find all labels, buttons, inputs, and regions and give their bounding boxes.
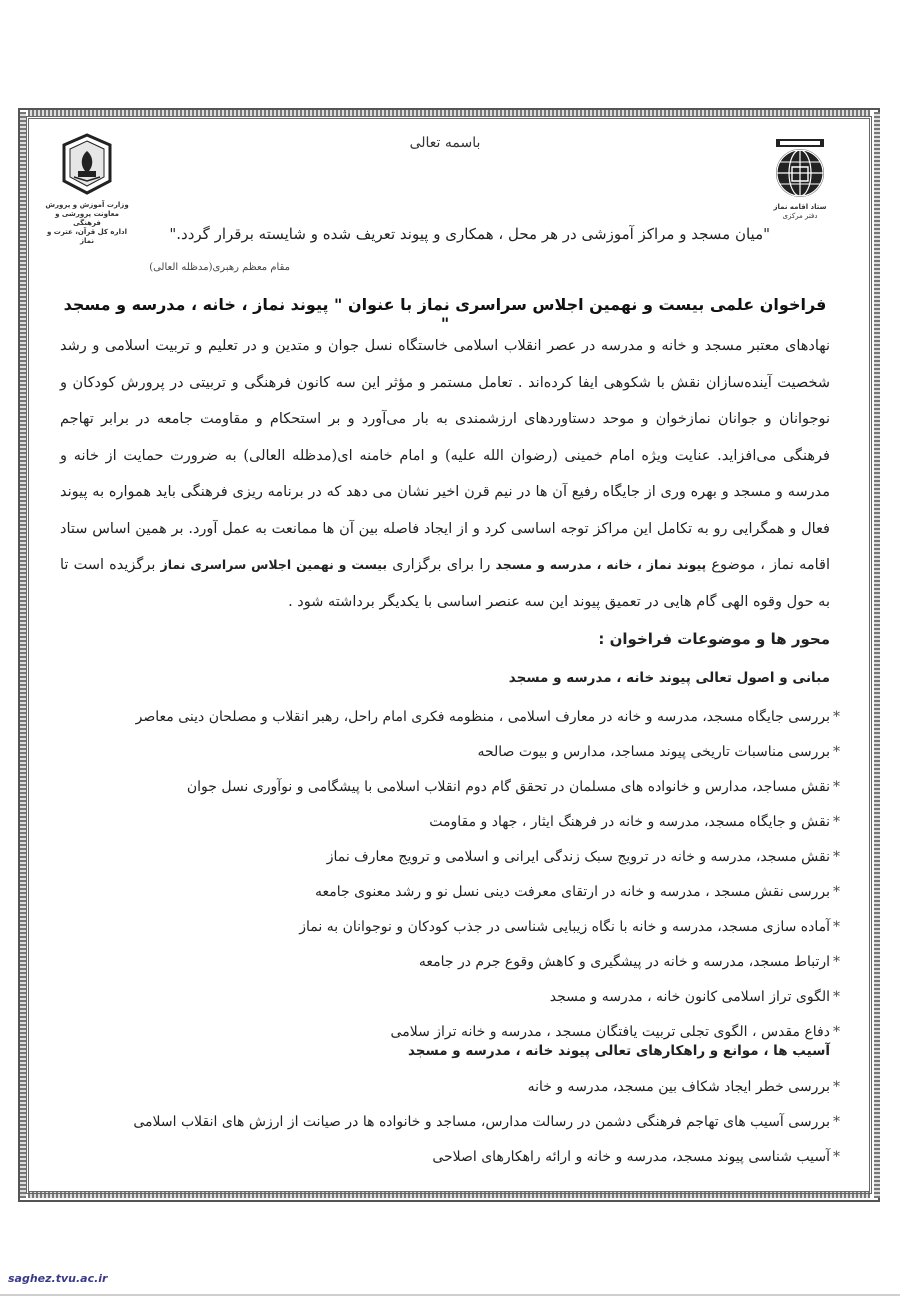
intro-paragraph bbox=[60, 328, 830, 620]
list-item: *آسیب شناسی پیوند مسجد، مدرسه و خانه و ارائه راهکارهای اصلاحی bbox=[432, 1149, 840, 1165]
border-hatch-right bbox=[874, 112, 880, 1198]
list-item: *بررسی نقش مسجد ، مدرسه و خانه در ارتقای معرفت دینی نسل نو و رشد معنوی جامعه bbox=[315, 884, 840, 900]
list-item: *بررسی جایگاه مسجد، مدرسه و خانه در معارف اسلامی ، منظومه فکری امام راحل، رهبر انقلاب و مصلحان دینی معاصر bbox=[135, 709, 840, 725]
document-content bbox=[45, 125, 840, 1185]
list-item: *نقش و جایگاه مسجد، مدرسه و خانه در فرهنگ ایثار ، جهاد و مقاومت bbox=[429, 814, 840, 830]
call-title: فراخوان علمی بیست و نهمین اجلاس سراسری نماز با عنوان " پیوند نماز ، خانه ، مدرسه و مسجد " bbox=[63, 295, 827, 333]
footer-rule bbox=[0, 1294, 900, 1296]
axes-title: محور ها و موضوعات فراخوان : bbox=[598, 630, 830, 648]
logo-left-caption-2: معاونت پرورشی و فرهنگی bbox=[55, 210, 119, 227]
intro-text-1: نهادهای معتبر مسجد و خانه و مدرسه در عصر انقلاب اسلامی خاستگاه نسل جوان و متدین و در تعلیم و تربیت اسلامی و رشد شخصیت آینده‌سازان نقش با شکوهی ایفا کرده‌اند . تعامل مستمر و مؤثر این سه کانون فرهنگی و تربیتی در پرورش کودکان و نوجوانان و جوانان نمازخوان و موحد دستاوردهای ارزشمندی به بار می‌آورد و بر استحکام و مقاومت جامعه در برابر تهاجم فرهنگی می‌افزاید. عنایت ویژه امام خمینی (رضوان الله علیه) و امام خامنه ای(مدظله العالی) به ضرورت حمایت از خانه و مدرسه و مسجد و بهره وری از جایگاه رفیع آن ها در نیم قرن اخیر نشان می دهد که در برنامه ریزی فرهنگی باید همواره به پیوند فعال و همگرایی رو به تکامل این مراکز توجه اساسی کرد و از ایجاد فاصله بین آن ها ممانعت به عمل آورد. بر همین اساس ستاد اقامه نماز ، موضوع bbox=[60, 338, 831, 573]
quote-source: مقام معظم رهبری(مدظله العالی) bbox=[149, 262, 290, 273]
logo-right-subcaption: دفتر مرکزی bbox=[782, 212, 818, 220]
intro-text-3: برگزیده است تا به حول وقوه الهی گام هایی در تعمیق پیوند این سه عنصر اساسی با یکدیگر برداشته شود . bbox=[60, 557, 830, 610]
ministry-emblem-icon bbox=[52, 131, 122, 197]
list-item: *بررسی خطر ایجاد شکاف بین مسجد، مدرسه و خانه bbox=[527, 1079, 840, 1095]
website-watermark: saghez.tvu.ac.ir bbox=[8, 1272, 108, 1285]
section1-list bbox=[136, 700, 840, 1050]
list-item: *ارتباط مسجد، مدرسه و خانه در پیشگیری و کاهش وقوع جرم در جامعه bbox=[418, 954, 840, 970]
list-item: *الگوی تراز اسلامی کانون خانه ، مدرسه و مسجد bbox=[549, 989, 840, 1005]
list-item: *نقش مسجد، مدرسه و خانه در ترویج سبک زندگی ایرانی و اسلامی و ترویج معارف نماز bbox=[326, 849, 840, 865]
leader-quote: "میان مسجد و مراکز آموزشی در هر محل ، همکاری و پیوند تعریف شده و شایسته برقرار گردد." bbox=[169, 225, 770, 243]
list-item: *دفاع مقدس ، الگوی تجلی تربیت یافتگان مسجد ، مدرسه و خانه تراز سلامی bbox=[390, 1024, 840, 1040]
intro-bold-event: بیست و نهمین اجلاس سراسری نماز bbox=[160, 557, 388, 572]
section2-heading: آسیب ها ، موانع و راهکارهای تعالی پیوند خانه ، مدرسه و مسجد bbox=[407, 1043, 830, 1059]
section2-list bbox=[133, 1070, 840, 1175]
intro-bold-topic: پیوند نماز ، خانه ، مدرسه و مسجد bbox=[495, 557, 707, 572]
section1-heading: مبانی و اصول تعالی پیوند خانه ، مدرسه و مسجد bbox=[508, 670, 830, 686]
ministry-education-logo bbox=[42, 131, 132, 246]
logo-left-caption-3: اداره کل قرآن، عترت و نماز bbox=[47, 228, 127, 245]
intro-text-2: را برای برگزاری bbox=[387, 557, 496, 573]
globe-emblem-icon bbox=[770, 137, 830, 199]
list-item: *نقش مساجد، مدارس و خانواده های مسلمان در تحقق گام دوم انقلاب اسلامی با پیشگامی و نوآوری نسل جوان bbox=[186, 779, 840, 795]
list-item: *آماده سازی مسجد، مدرسه و خانه با نگاه زیبایی شناسی در جذب کودکان و نوجوانان به نماز bbox=[299, 919, 840, 935]
basmala: باسمه تعالی bbox=[409, 135, 481, 151]
list-item: *بررسی مناسبات تاریخی پیوند مساجد، مدارس و بیوت صالحه bbox=[477, 744, 840, 760]
logo-right-caption: ستاد اقامه نماز bbox=[773, 203, 827, 211]
logo-left-caption-1: وزارت آموزش و پرورش bbox=[45, 201, 129, 209]
list-item: *بررسی آسیب های تهاجم فرهنگی دشمن در رسالت مدارس، مساجد و خانواده ها در صیانت از ارزش های انقلاب اسلامی bbox=[133, 1114, 840, 1130]
namaz-headquarters-logo bbox=[760, 137, 840, 221]
